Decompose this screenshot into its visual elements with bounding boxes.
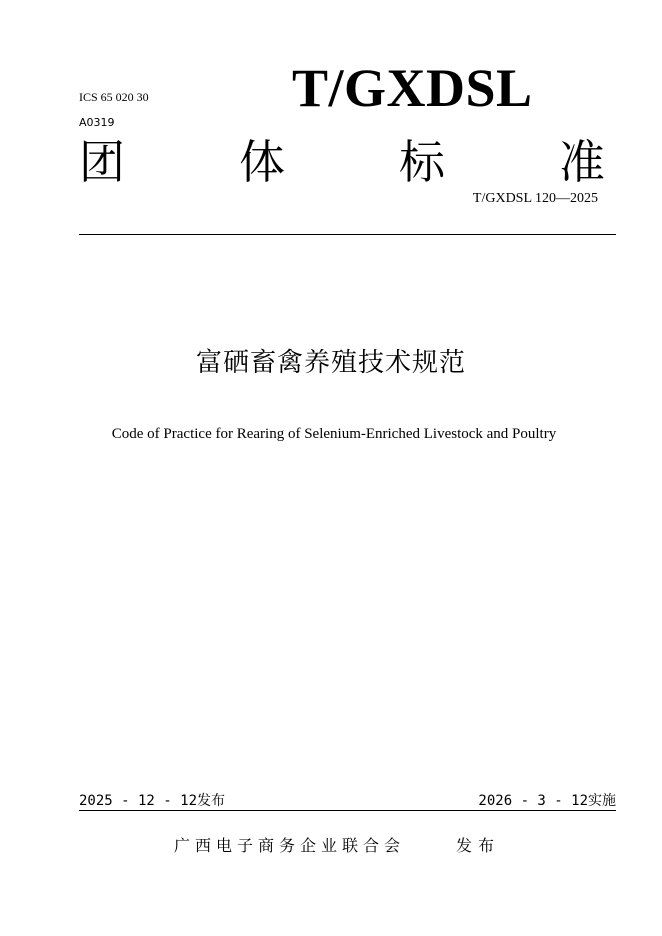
- implement-date: 2026 - 3 - 12实施: [478, 793, 616, 809]
- ccs-code: A0319: [79, 116, 115, 129]
- standard-number: T/GXDSL 120—2025: [472, 191, 598, 206]
- document-title-english: Code of Practice for Rearing of Selenium-Enriched Livestock and Poultry: [111, 426, 557, 442]
- ics-code: ICS 65 020 30: [79, 90, 149, 104]
- issuing-organization: 广西电子商务企业联合会: [174, 836, 406, 855]
- standard-type-char: 体: [239, 135, 285, 189]
- standard-type-char: 团: [79, 135, 125, 189]
- standard-type-char: 准: [559, 135, 605, 189]
- publish-date: 2025 - 12 - 12发布: [79, 793, 226, 809]
- document-title-chinese: 富硒畜禽养殖技术规范: [195, 348, 466, 378]
- standard-type-char: 标: [399, 135, 445, 189]
- issue-label: 发布: [456, 836, 501, 855]
- header-divider: [79, 234, 616, 235]
- date-row: [79, 792, 616, 810]
- association-code: T/GXDSL: [292, 58, 533, 118]
- footer-divider: [79, 810, 616, 811]
- standard-type-heading: [79, 134, 605, 190]
